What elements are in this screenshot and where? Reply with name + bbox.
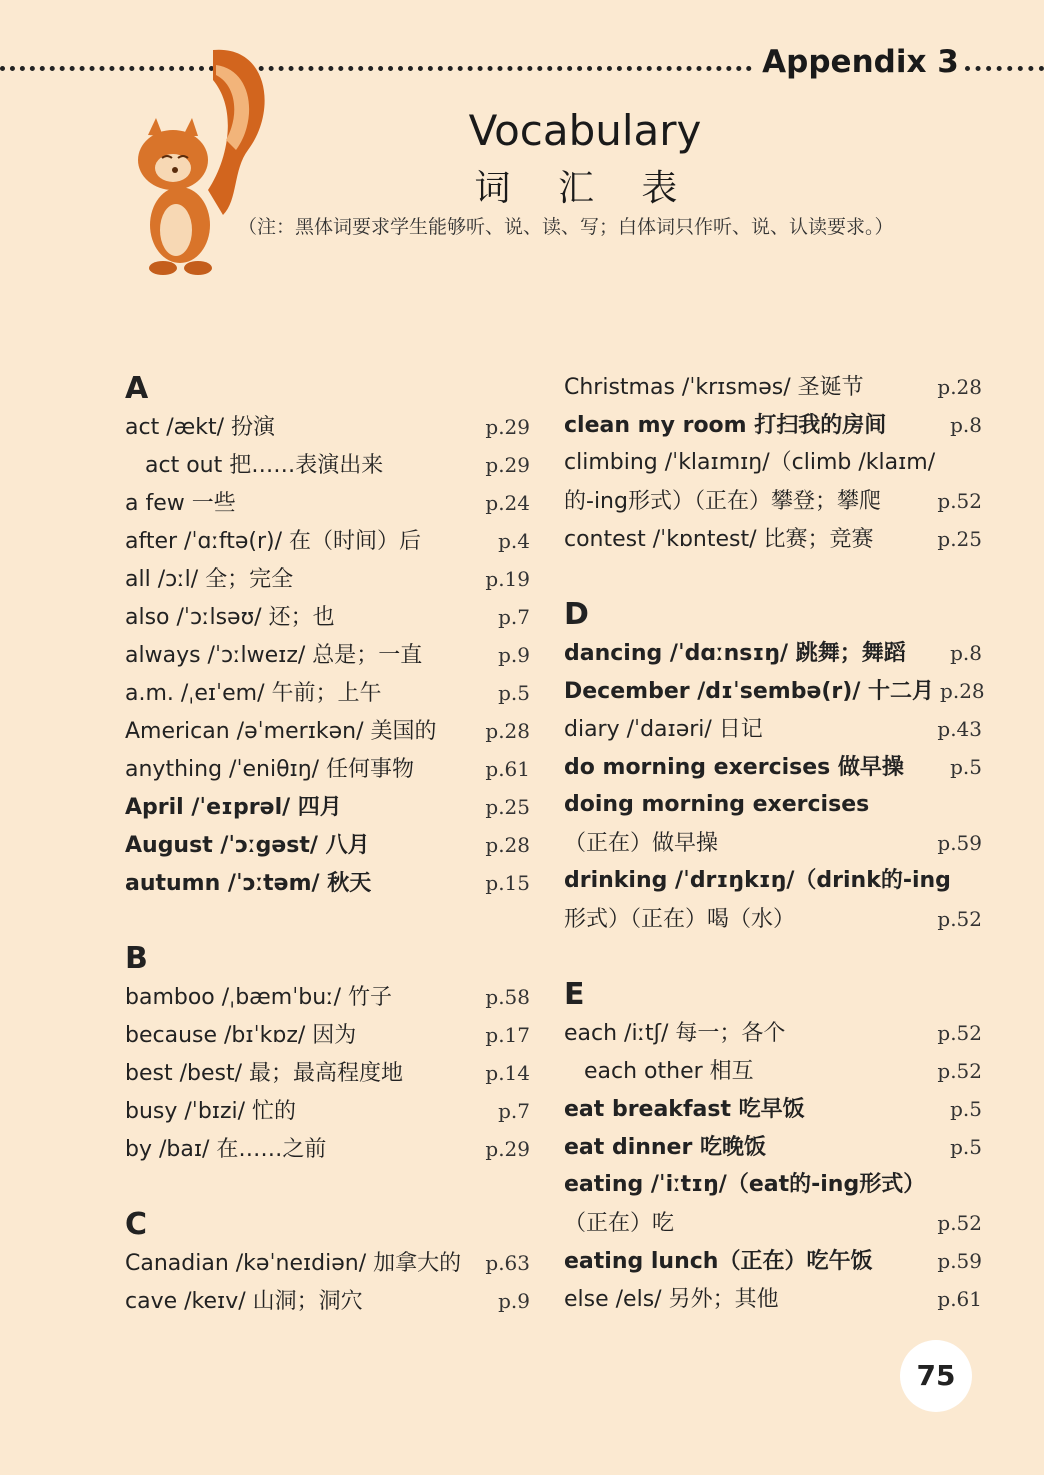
usage-note: （注：黑体词要求学生能够听、说、读、写；白体词只作听、说、认读要求。） (238, 216, 894, 238)
vocab-entry: always /ˈɔːlweɪz/ 总是；一直 p.9 (125, 643, 530, 668)
vocab-entry: all /ɔːl/ 全；完全 p.19 (125, 567, 530, 592)
vocab-entry: （正在）做早操 p.59 (564, 831, 982, 856)
vocab-entry: dancing /ˈdɑːnsɪŋ/ 跳舞；舞蹈 p.8 (564, 641, 982, 666)
vocab-entry: act /ækt/ 扮演 p.29 (125, 415, 530, 440)
section-gap (125, 1168, 530, 1206)
vocab-entry: else /els/ 另外；其他 p.61 (564, 1287, 982, 1312)
page-number: 75 (900, 1340, 972, 1412)
vocab-entry: busy /ˈbɪzi/ 忙的 p.7 (125, 1099, 530, 1124)
section-gap (564, 558, 982, 596)
vocab-entry: by /baɪ/ 在……之前 p.29 (125, 1137, 530, 1162)
appendix-label: Appendix 3 (758, 44, 963, 80)
vocab-entry: best /best/ 最；最高程度地 p.14 (125, 1061, 530, 1086)
vocab-entry: anything /ˈeniθɪŋ/ 任何事物 p.61 (125, 757, 530, 782)
vocab-entry: act out 把……表演出来 p.29 (145, 453, 530, 478)
vocab-entry: Christmas /ˈkrɪsməs/ 圣诞节 p.28 (564, 375, 982, 400)
vocab-entry: August /ˈɔːgəst/ 八月 p.28 (125, 833, 530, 858)
vocab-entry: Canadian /kəˈneɪdiən/ 加拿大的 p.63 (125, 1251, 530, 1276)
vocab-entry: cave /keɪv/ 山洞；洞穴 p.9 (125, 1289, 530, 1314)
section-letter-b: B (125, 941, 148, 976)
section-gap (125, 902, 530, 940)
vocab-entry: 的-ing形式）（正在）攀登；攀爬 p.52 (564, 489, 982, 514)
vocab-entry: each other 相互 p.52 (584, 1059, 982, 1084)
vocab-entry: 形式）（正在）喝（水） p.52 (564, 907, 982, 932)
vocab-entry: contest /ˈkɒntest/ 比赛；竞赛 p.25 (564, 527, 982, 552)
vocab-entry: clean my room 打扫我的房间 p.8 (564, 413, 982, 438)
section-letter-a: A (125, 371, 149, 406)
vocab-entry: do morning exercises 做早操 p.5 (564, 755, 982, 780)
vocab-entry: climbing /ˈklaɪmɪŋ/（climb /klaɪm/ (564, 450, 936, 475)
title-english: Vocabulary (468, 106, 702, 155)
vocab-entry: American /əˈmerɪkən/ 美国的 p.28 (125, 719, 530, 744)
vocab-entry: also /ˈɔːlsəʊ/ 还；也 p.7 (125, 605, 530, 630)
vocab-column-left (125, 370, 530, 1320)
vocab-entry: April /ˈeɪprəl/ 四月 p.25 (125, 795, 530, 820)
vocab-entry: December /dɪˈsembə(r)/ 十二月 p.28 (564, 679, 985, 704)
header-dotted-line-left (0, 66, 752, 71)
vocab-entry: eating lunch（正在）吃午饭 p.59 (564, 1249, 982, 1274)
section-letter-d: D (564, 597, 589, 632)
title-chinese: 词 汇 表 (474, 168, 696, 209)
squirrel-illustration (118, 40, 278, 280)
vocab-entry: autumn /ˈɔːtəm/ 秋天 p.15 (125, 871, 530, 896)
vocab-entry: after /ˈɑːftə(r)/ 在（时间）后 p.4 (125, 529, 530, 554)
vocab-entry: eating /ˈiːtɪŋ/（eat的-ing形式） (564, 1172, 926, 1197)
vocab-entry: eat dinner 吃晚饭 p.5 (564, 1135, 982, 1160)
vocab-entry: eat breakfast 吃早饭 p.5 (564, 1097, 982, 1122)
section-letter-c: C (125, 1207, 148, 1242)
vocab-entry: each /iːtʃ/ 每一；各个 p.52 (564, 1021, 982, 1046)
vocab-entry: because /bɪˈkɒz/ 因为 p.17 (125, 1023, 530, 1048)
vocab-entry: a few 一些 p.24 (125, 491, 530, 516)
vocab-entry: （正在）吃 p.52 (564, 1211, 982, 1236)
section-letter-e: E (564, 977, 585, 1012)
section-gap (564, 938, 982, 976)
vocab-entry: doing morning exercises (564, 792, 870, 817)
vocab-entry: drinking /ˈdrɪŋkɪŋ/（drink的-ing (564, 868, 951, 893)
vocab-entry: diary /ˈdaɪəri/ 日记 p.43 (564, 717, 982, 742)
vocab-entry: bamboo /ˌbæmˈbuː/ 竹子 p.58 (125, 985, 530, 1010)
vocab-entry: a.m. /ˌeɪˈem/ 午前；上午 p.5 (125, 681, 530, 706)
vocab-column-right (564, 368, 985, 1318)
header-dotted-line-right (965, 66, 1044, 71)
